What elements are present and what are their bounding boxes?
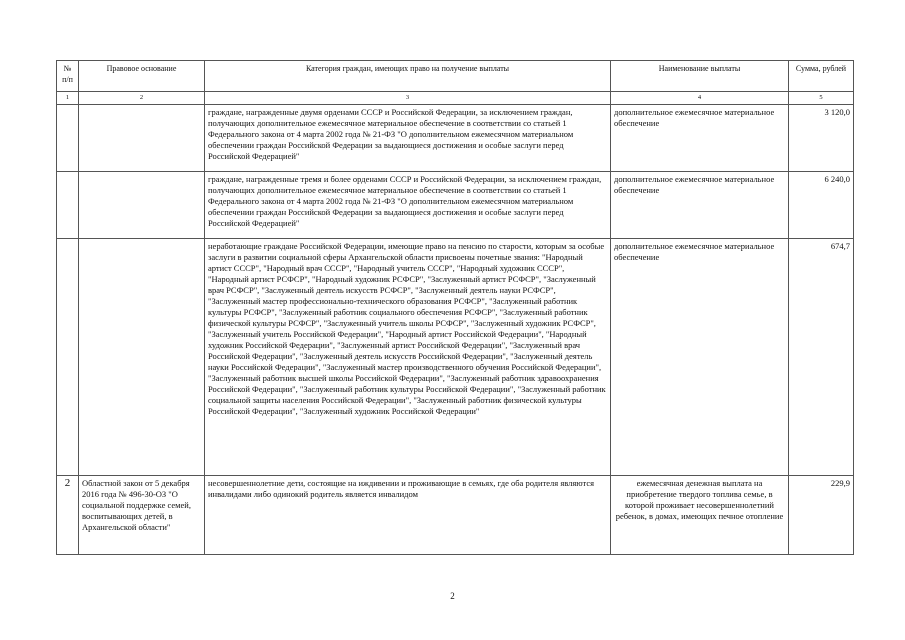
row-payment-name: дополнительное ежемесячное материальное обеспечение	[611, 239, 789, 476]
row-number: 2	[57, 476, 79, 555]
header-category: Категория граждан, имеющих право на получение выплаты	[205, 61, 611, 92]
table-header-row	[57, 61, 854, 92]
benefits-table	[56, 60, 854, 555]
row-legal-basis: Областной закон от 5 декабря 2016 года № 496-30-ОЗ "О социальной поддержке семей, воспитывающих детей, в Архангельской области"	[79, 476, 205, 555]
row-payment-name: дополнительное ежемесячное материальное обеспечение	[611, 172, 789, 239]
row-category: неработающие граждане Российской Федерации, имеющие право на пенсию по старости, которым за особые заслуги в развитии социальной сферы Архангельской области присвоены почетные звания: "Народный артист СССР", "Народный врач СССР", "Народный учитель СССР", "Народный художник СССР", "Народный артист РСФСР", "Народный художник РСФСР", "Заслуженный артист РСФСР", "Заслуженный врач РСФСР", "Заслуженный деятель искусств РСФСР", "Заслуженный деятель науки РСФСР", "Заслуженный мастер профессионально-технического образования РСФСР", "Заслуженный работник культуры РСФСР", "Заслуженный работник социального обеспечения РСФСР", "Заслуженный работник физической культуры РСФСР", "Заслуженный учитель школы РСФСР", "Заслуженный художник РСФСР", "Заслуженный учитель Российской Федерации", "Народный артист Российской Федерации", "Народный художник Российской Федерации", "Заслуженный артист Российской Федерации", "Заслуженный врач Российской Федерации", "Заслуженный деятель искусств Российской Федерации", "Заслуженный деятель науки Российской Федерации", "Заслуженный мастер производственного обучения Российской Федерации", "Заслуженный работник высшей школы Российской Федерации", "Заслуженный работник здравоохранения Российской Федерации", "Заслуженный работник культуры Российской Федерации", "Заслуженный работник социальной защиты населения Российской Федерации", "Заслуженный работник физической культуры Российской Федерации", "Заслуженный художник Российской Федерации"	[205, 239, 611, 476]
table-row	[57, 239, 854, 476]
row-number	[57, 172, 79, 239]
row-legal-basis	[79, 105, 205, 172]
row-sum: 6 240,0	[789, 172, 854, 239]
column-number: 2	[79, 92, 205, 105]
column-number: 1	[57, 92, 79, 105]
table-row	[57, 172, 854, 239]
row-category: граждане, награжденные двумя орденами СССР и Российской Федерации, за исключением граждан, получающих дополнительное ежемесячное материальное обеспечение в соответствии со статьей 1 Федерального закона от 4 марта 2002 года № 21-ФЗ "О дополнительном ежемесячном материальном обеспечении граждан Российской Федерации за выдающиеся достижения и особые заслуги перед Российской Федерацией"	[205, 105, 611, 172]
row-category: граждане, награжденные тремя и более орденами СССР и Российской Федерации, за исключением граждан, получающих дополнительное ежемесячное материальное обеспечение в соответствии со статьей 1 Федерального закона от 4 марта 2002 года № 21-ФЗ "О дополнительном ежемесячном материальном обеспечении граждан Российской Федерации за выдающиеся достижения и особые заслуги перед Российской Федерацией"	[205, 172, 611, 239]
page-number: 2	[450, 591, 455, 601]
table-row	[57, 476, 854, 555]
row-sum: 229,9	[789, 476, 854, 555]
row-legal-basis	[79, 172, 205, 239]
row-number	[57, 239, 79, 476]
table-row	[57, 105, 854, 172]
row-payment-name: дополнительное ежемесячное материальное обеспечение	[611, 105, 789, 172]
row-sum: 3 120,0	[789, 105, 854, 172]
row-sum: 674,7	[789, 239, 854, 476]
header-legal-basis: Правовое основание	[79, 61, 205, 92]
column-number: 3	[205, 92, 611, 105]
row-legal-basis	[79, 239, 205, 476]
column-number: 4	[611, 92, 789, 105]
header-number: № п/п	[57, 61, 79, 92]
header-payment-name: Наименование выплаты	[611, 61, 789, 92]
row-payment-name: ежемесячная денежная выплата на приобретение твердого топлива семье, в которой проживает несовершеннолетний ребенок, в домах, имеющих печное отопление	[611, 476, 789, 555]
row-category: несовершеннолетние дети, состоящие на иждивении и проживающие в семьях, где оба родителя являются инвалидами либо одинокий родитель является инвалидом	[205, 476, 611, 555]
column-number: 5	[789, 92, 854, 105]
row-number	[57, 105, 79, 172]
header-sum: Сумма, рублей	[789, 61, 854, 92]
column-number-row	[57, 92, 854, 105]
